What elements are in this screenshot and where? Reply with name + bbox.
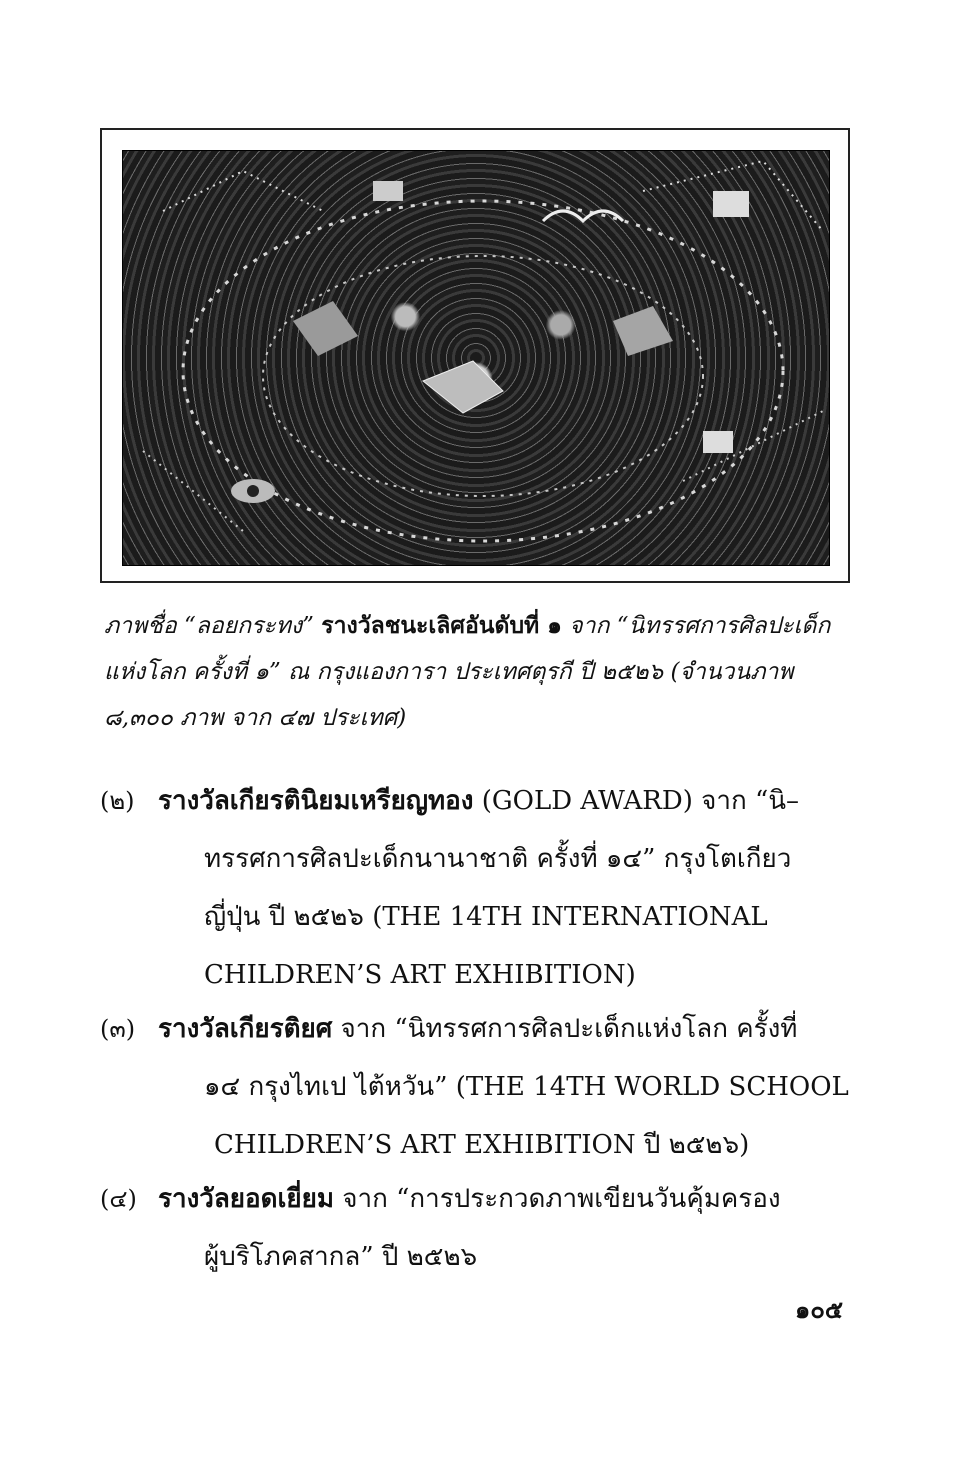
figure-caption — [104, 603, 854, 741]
caption-text-1: ภาพชื่อ “ลอยกระทง” — [104, 613, 322, 639]
award-line-3: CHILDREN’S ART EXHIBITION ปี ๒๕๒๖) — [214, 1130, 750, 1160]
photo-frame — [100, 128, 850, 583]
award-line-2: ทรรศการศิลปะเด็กนานาชาติ ครั้งที่ ๑๔” กรุงโตเกียว — [204, 844, 792, 874]
caption-text-2: จาก “นิทรรศการศิลปะเด็กแห่งโลก ครั้งที่ ๑” ณ กรุงแองการา ประเทศตุรกี ปี ๒๕๒๖ (จำนวนภาพ ๘,๓๐๐ ภาพ จาก ๔๗ ประเทศ) — [104, 613, 831, 731]
artwork-photo — [122, 150, 830, 566]
award-number: (๒) — [100, 787, 135, 815]
award-line-1: จาก “นิทรรศการศิลปะเด็กแห่งโลก ครั้งที่ — [332, 1014, 798, 1044]
page-number: ๑๐๕ — [795, 1295, 844, 1324]
award-item-2 — [100, 772, 852, 1004]
award-line-3: ญี่ปุ่น ปี ๒๕๒๖ (THE 14TH INTERNATIONAL — [204, 902, 768, 932]
award-item-3 — [100, 1000, 852, 1174]
artwork-illustration — [123, 151, 829, 565]
award-number: (๔) — [100, 1185, 137, 1213]
award-line-2: ผู้บริโภคสากล” ปี ๒๕๒๖ — [204, 1242, 478, 1272]
award-title: รางวัลเกียรติยศ — [158, 1014, 333, 1044]
award-title: รางวัลยอดเยี่ยม — [158, 1184, 335, 1214]
award-number: (๓) — [100, 1015, 136, 1043]
award-line-1: จาก “การประกวดภาพเขียนวันคุ้มครอง — [334, 1184, 781, 1214]
award-item-4 — [100, 1170, 852, 1286]
award-line-4: CHILDREN’S ART EXHIBITION) — [204, 960, 636, 990]
award-line-2: ๑๔ กรุงไทเป ไต้หวัน” (THE 14TH WORLD SCHOOL — [204, 1072, 849, 1102]
award-line-1: (GOLD AWARD) จาก “นิ– — [473, 786, 800, 816]
caption-award-title: รางวัลชนะเลิศอันดับที่ ๑ — [321, 612, 562, 639]
award-title: รางวัลเกียรตินิยมเหรียญทอง — [158, 786, 474, 816]
